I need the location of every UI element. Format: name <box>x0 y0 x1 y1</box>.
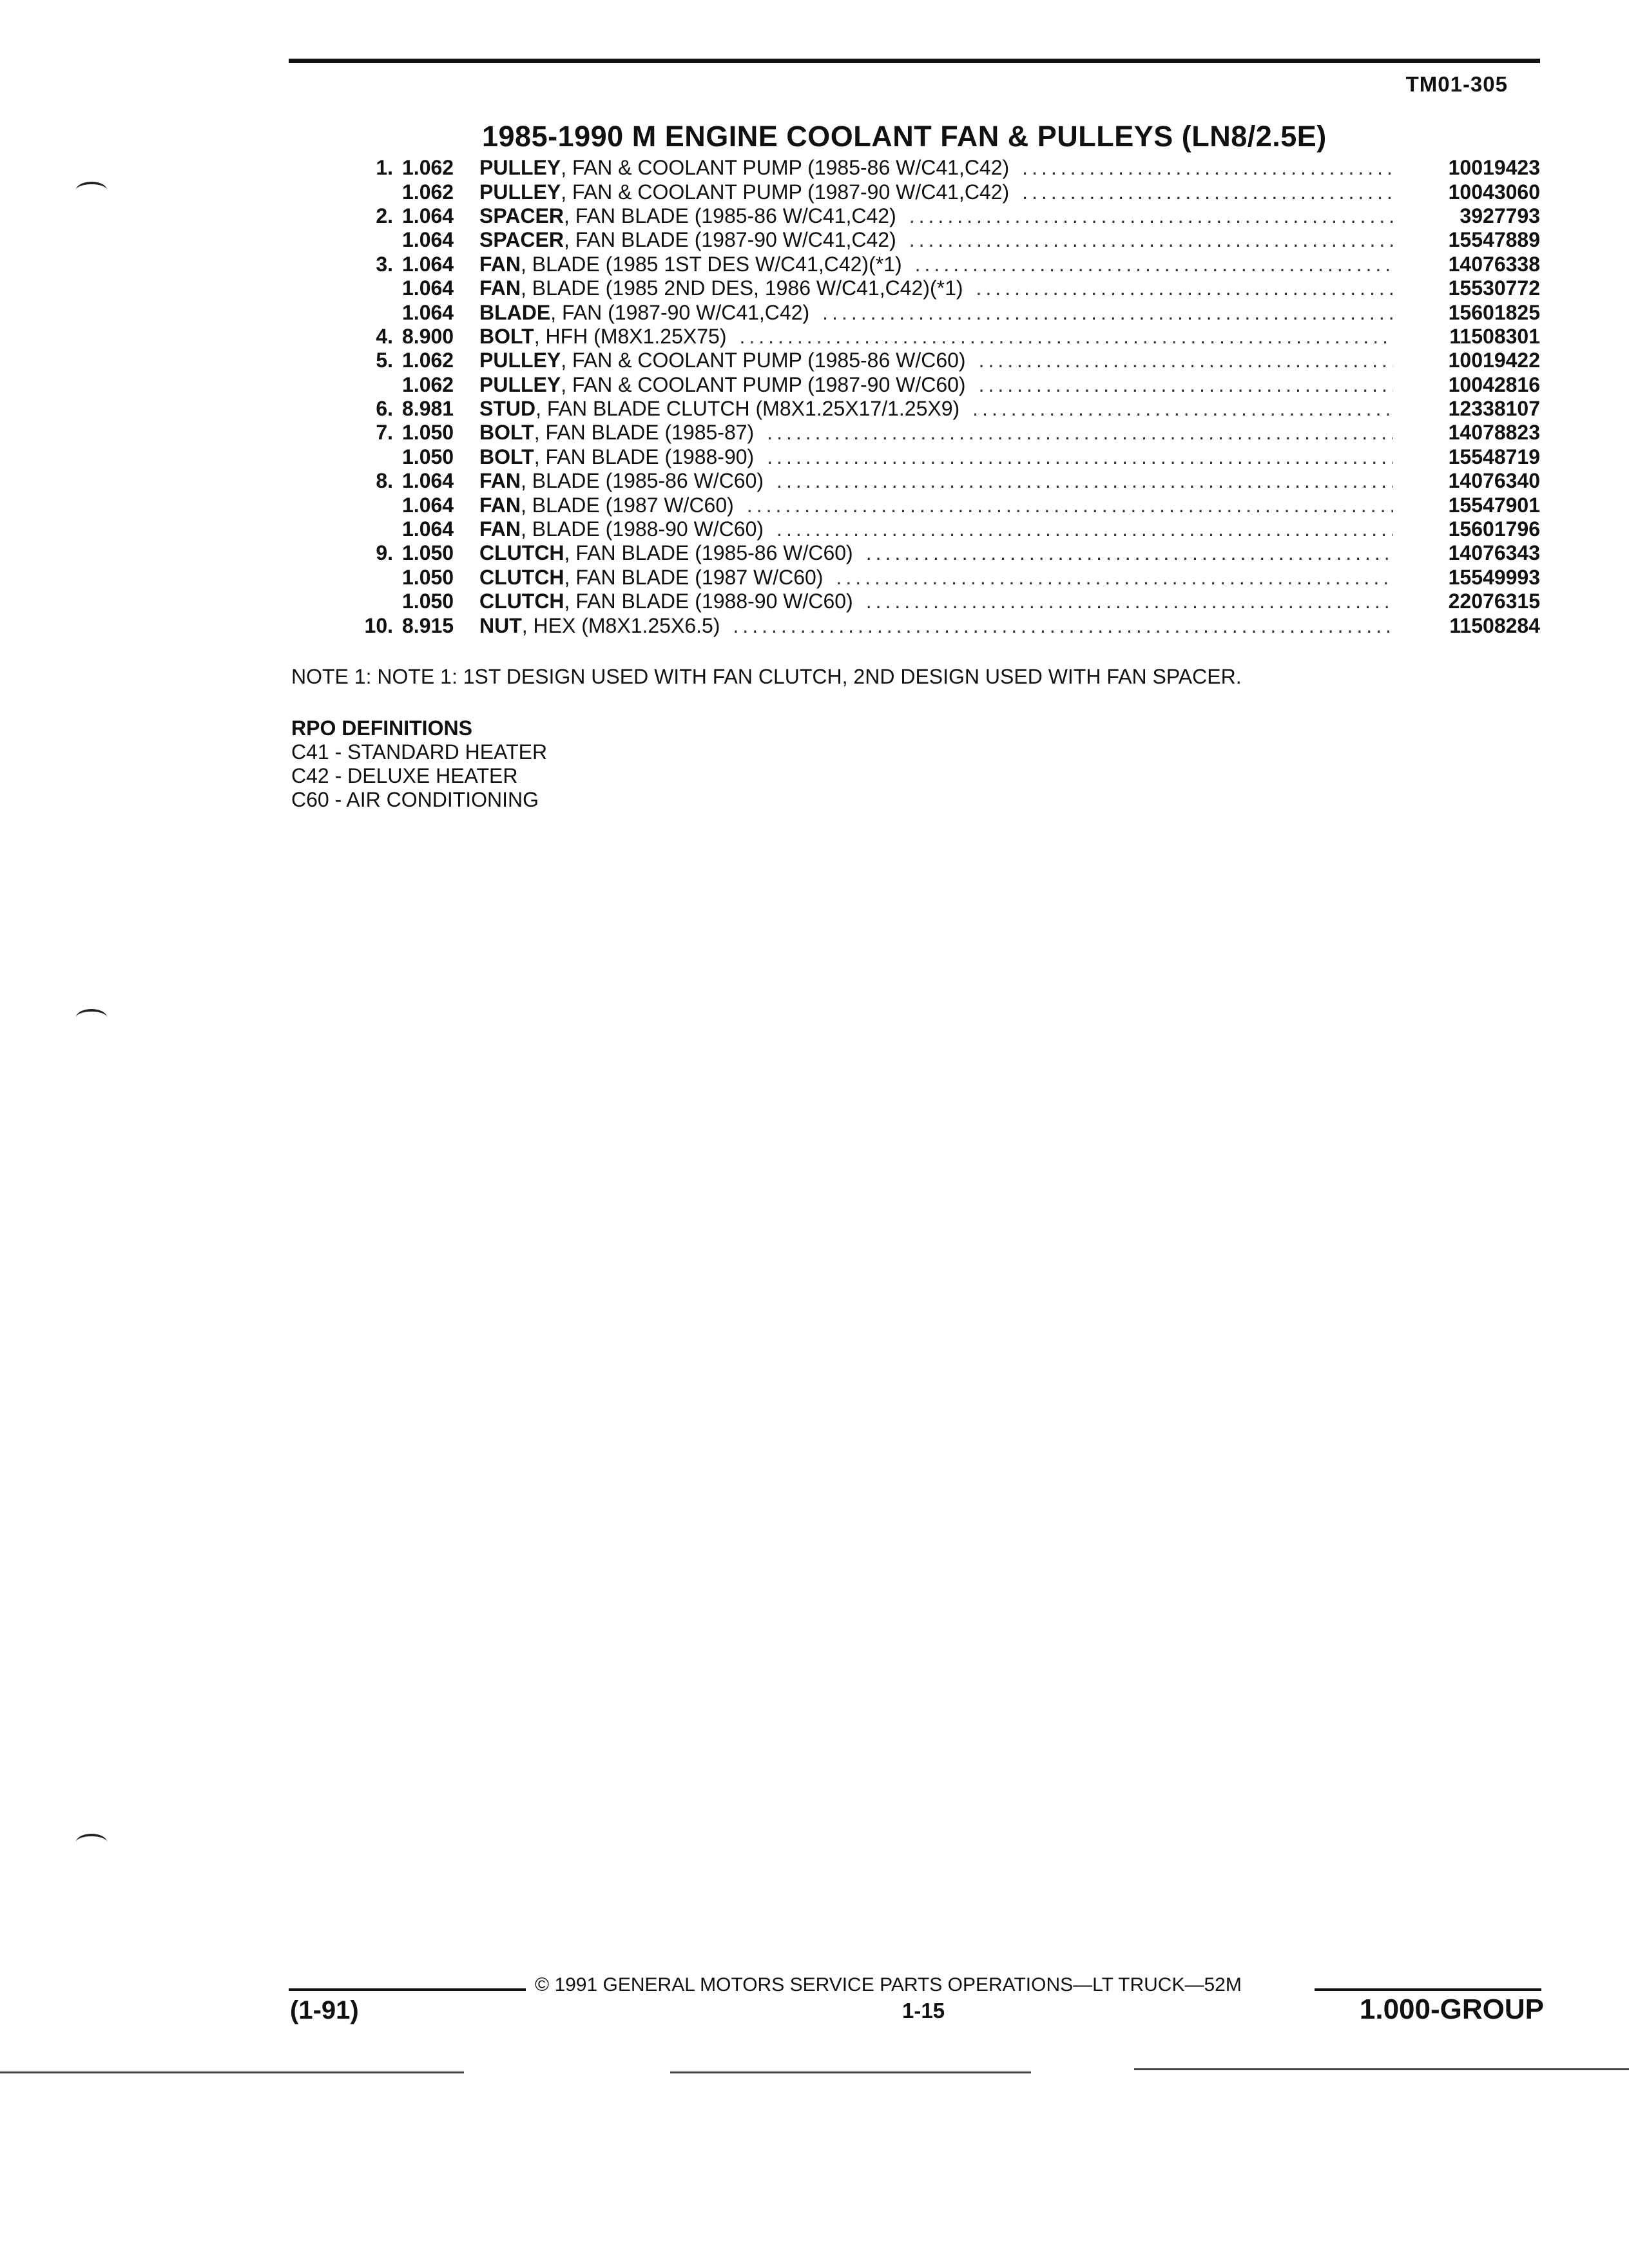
scan-edge-line <box>670 2071 1031 2073</box>
part-description <box>479 421 1403 445</box>
group-number: 1.064 <box>402 252 454 276</box>
part-detail: , HFH (M8X1.25X75) <box>534 324 727 348</box>
dot-leader <box>836 566 1393 590</box>
group-number: 1.062 <box>402 349 454 372</box>
part-number: 15601796 <box>1448 517 1540 541</box>
ref-number <box>353 300 402 324</box>
rpo-definitions <box>291 716 547 812</box>
dot-leader <box>866 541 1393 565</box>
part-detail: , FAN BLADE (1985-86 W/C60) <box>564 541 853 565</box>
part-description <box>479 253 1403 276</box>
parts-row <box>353 325 1540 349</box>
part-description <box>479 493 1403 517</box>
part-description <box>479 325 1403 349</box>
parts-row <box>353 613 1540 637</box>
part-description <box>479 517 1403 541</box>
part-detail: , FAN BLADE (1987-90 W/C41,C42) <box>563 228 896 252</box>
parts-row <box>353 156 1540 180</box>
rpo-item: C41 - STANDARD HEATER <box>291 740 548 764</box>
dot-leader <box>979 349 1393 372</box>
part-detail: , FAN BLADE (1985-86 W/C41,C42) <box>563 204 896 227</box>
group-number: 1.050 <box>402 590 454 613</box>
part-name: SPACER <box>479 228 564 252</box>
part-number: 11508301 <box>1449 324 1540 348</box>
rpo-item: C60 - AIR CONDITIONING <box>291 788 539 811</box>
part-name: NUT <box>479 613 522 637</box>
part-description <box>479 156 1403 180</box>
ref-number <box>353 493 402 517</box>
parts-row <box>353 493 1540 517</box>
dot-leader <box>776 517 1393 541</box>
part-number: 10042816 <box>1448 372 1540 396</box>
part-name: PULLEY <box>479 156 561 180</box>
part-number: 12338107 <box>1448 397 1540 421</box>
dot-leader <box>1022 180 1393 204</box>
ref-number <box>353 276 402 300</box>
top-rule <box>289 59 1540 63</box>
part-number: 3927793 <box>1460 204 1540 227</box>
part-name: CLUTCH <box>479 590 564 613</box>
part-number: 15547901 <box>1448 493 1540 517</box>
part-detail: , HEX (M8X1.25X6.5) <box>521 613 720 637</box>
footnote: NOTE 1: NOTE 1: 1ST DESIGN USED WITH FAN CLUTCH, 2ND DESIGN USED WITH FAN SPACER. <box>291 665 1242 688</box>
part-number: 14076338 <box>1448 252 1540 276</box>
group-number: 1.050 <box>402 541 454 565</box>
dot-leader <box>976 276 1393 300</box>
parts-row <box>353 469 1540 493</box>
parts-row <box>353 566 1540 590</box>
group-number: 1.064 <box>402 517 454 541</box>
ref-number: 4. <box>376 324 393 348</box>
footer-group-number: 1.000-GROUP <box>1359 1994 1544 2025</box>
dot-leader <box>1022 156 1393 180</box>
group-number: 8.981 <box>402 397 454 421</box>
part-name: BOLT <box>479 445 534 468</box>
group-number: 1.062 <box>402 372 454 396</box>
group-number: 1.064 <box>402 493 454 517</box>
ref-number <box>353 180 402 204</box>
part-number: 15601825 <box>1448 300 1540 324</box>
parts-row <box>353 397 1540 421</box>
dot-leader <box>866 590 1393 613</box>
ref-number: 9. <box>376 541 393 565</box>
parts-row <box>353 276 1540 300</box>
parts-table <box>353 156 1540 638</box>
dot-leader <box>915 253 1393 276</box>
part-detail: , BLADE (1987 W/C60) <box>521 493 734 517</box>
parts-row <box>353 228 1540 252</box>
part-name: SPACER <box>479 204 564 227</box>
page-title: 1985-1990 M ENGINE COOLANT FAN & PULLEYS (LN8/2.5E) <box>482 120 1327 153</box>
part-description <box>479 397 1403 421</box>
dot-leader <box>733 614 1393 638</box>
footer-page-number: 1-15 <box>902 1999 945 2023</box>
parts-row <box>353 253 1540 276</box>
parts-row <box>353 590 1540 613</box>
dot-leader <box>979 373 1393 397</box>
part-name: PULLEY <box>479 372 561 396</box>
part-name: CLUTCH <box>479 541 564 565</box>
dot-leader <box>767 421 1393 445</box>
ref-number <box>353 228 402 252</box>
ref-number: 2. <box>376 204 393 227</box>
document-id: TM01-305 <box>1405 72 1508 96</box>
part-description <box>479 204 1403 228</box>
part-name: FAN <box>479 493 521 517</box>
part-number: 22076315 <box>1448 590 1540 613</box>
part-name: PULLEY <box>479 349 561 372</box>
part-detail: , BLADE (1985-86 W/C60) <box>521 469 764 493</box>
group-number: 1.064 <box>402 300 454 324</box>
part-detail: , FAN & COOLANT PUMP (1985-86 W/C60) <box>561 349 966 372</box>
parts-row <box>353 421 1540 445</box>
ref-number: 8. <box>376 469 393 493</box>
part-description <box>479 228 1403 252</box>
dot-leader <box>767 445 1393 469</box>
group-number: 8.915 <box>402 613 454 637</box>
part-detail: , FAN BLADE CLUTCH (M8X1.25X17/1.25X9) <box>535 397 960 421</box>
part-number: 14076340 <box>1448 469 1540 493</box>
part-detail: , FAN & COOLANT PUMP (1987-90 W/C41,C42) <box>561 180 1010 204</box>
parts-row <box>353 204 1540 228</box>
ref-number <box>353 566 402 590</box>
dot-leader <box>909 228 1393 252</box>
parts-row <box>353 517 1540 541</box>
dot-leader <box>739 325 1393 349</box>
parts-row <box>353 349 1540 372</box>
ref-number: 6. <box>376 397 393 421</box>
dot-leader <box>822 301 1393 325</box>
parts-row <box>353 541 1540 565</box>
part-detail: , FAN & COOLANT PUMP (1985-86 W/C41,C42) <box>561 156 1010 180</box>
part-number: 15549993 <box>1448 565 1540 589</box>
binder-hole-mark <box>76 1009 107 1026</box>
part-name: FAN <box>479 469 521 493</box>
scan-edge-line <box>0 2071 464 2073</box>
ref-number: 1. <box>376 156 393 180</box>
part-detail: , BLADE (1985 2ND DES, 1986 W/C41,C42)(*1) <box>521 276 963 300</box>
group-number: 1.062 <box>402 180 454 204</box>
binder-hole-mark <box>76 1834 107 1850</box>
group-number: 1.064 <box>402 276 454 300</box>
footer-rule-right <box>1315 1988 1541 1991</box>
part-name: BOLT <box>479 421 534 445</box>
part-name: STUD <box>479 397 536 421</box>
part-number: 15530772 <box>1448 276 1540 300</box>
rpo-heading: RPO DEFINITIONS <box>291 716 472 740</box>
ref-number: 3. <box>376 252 393 276</box>
part-number: 11508284 <box>1449 613 1540 637</box>
group-number: 1.050 <box>402 421 454 445</box>
part-description <box>479 445 1403 469</box>
part-description <box>479 180 1403 204</box>
part-detail: , BLADE (1985 1ST DES W/C41,C42)(*1) <box>521 252 902 276</box>
dot-leader <box>972 397 1393 421</box>
ref-number: 7. <box>376 421 393 445</box>
footer-revision-date: (1-91) <box>290 1996 359 2024</box>
part-description <box>479 349 1403 372</box>
ref-number <box>353 445 402 469</box>
parts-row <box>353 300 1540 324</box>
part-number: 14076343 <box>1448 541 1540 565</box>
part-detail: , FAN (1987-90 W/C41,C42) <box>550 300 810 324</box>
footer-rule-left <box>289 1988 526 1991</box>
footer-copyright: © 1991 GENERAL MOTORS SERVICE PARTS OPERATIONS—LT TRUCK—52M <box>535 1974 1242 1995</box>
group-number: 1.050 <box>402 445 454 468</box>
group-number: 8.900 <box>402 324 454 348</box>
parts-row <box>353 373 1540 397</box>
part-name: CLUTCH <box>479 565 564 589</box>
parts-row <box>353 445 1540 469</box>
part-number: 15548719 <box>1448 445 1540 468</box>
rpo-item: C42 - DELUXE HEATER <box>291 764 518 787</box>
ref-number <box>353 590 402 613</box>
dot-leader <box>776 469 1393 493</box>
part-description <box>479 276 1403 300</box>
part-detail: , FAN BLADE (1988-90 W/C60) <box>564 590 853 613</box>
part-number: 10019422 <box>1448 349 1540 372</box>
part-number: 14078823 <box>1448 421 1540 445</box>
part-number: 15547889 <box>1448 228 1540 252</box>
part-description <box>479 590 1403 613</box>
part-description <box>479 469 1403 493</box>
part-name: BLADE <box>479 300 551 324</box>
group-number: 1.050 <box>402 565 454 589</box>
group-number: 1.064 <box>402 469 454 493</box>
part-detail: , FAN BLADE (1988-90) <box>534 445 755 468</box>
scan-edge-line <box>1134 2068 1629 2070</box>
part-name: FAN <box>479 276 521 300</box>
ref-number: 5. <box>376 349 393 372</box>
group-number: 1.062 <box>402 156 454 180</box>
parts-row <box>353 180 1540 204</box>
part-name: FAN <box>479 517 521 541</box>
dot-leader <box>747 494 1393 517</box>
group-number: 1.064 <box>402 204 454 227</box>
ref-number: 10. <box>364 613 393 637</box>
part-detail: , FAN BLADE (1987 W/C60) <box>564 565 824 589</box>
part-number: 10043060 <box>1448 180 1540 204</box>
ref-number <box>353 373 402 397</box>
part-name: BOLT <box>479 324 534 348</box>
part-detail: , BLADE (1988-90 W/C60) <box>521 517 764 541</box>
part-description <box>479 566 1403 590</box>
part-description <box>479 300 1403 324</box>
part-name: FAN <box>479 252 521 276</box>
group-number: 1.064 <box>402 228 454 252</box>
part-description <box>479 541 1403 565</box>
ref-number <box>353 517 402 541</box>
part-detail: , FAN BLADE (1985-87) <box>534 421 755 445</box>
part-description <box>479 613 1403 637</box>
dot-leader <box>909 204 1393 228</box>
part-description <box>479 373 1403 397</box>
binder-hole-mark <box>76 182 107 198</box>
parts-table-body <box>353 156 1540 638</box>
part-number: 10019423 <box>1448 156 1540 180</box>
part-detail: , FAN & COOLANT PUMP (1987-90 W/C60) <box>561 372 966 396</box>
part-name: PULLEY <box>479 180 561 204</box>
